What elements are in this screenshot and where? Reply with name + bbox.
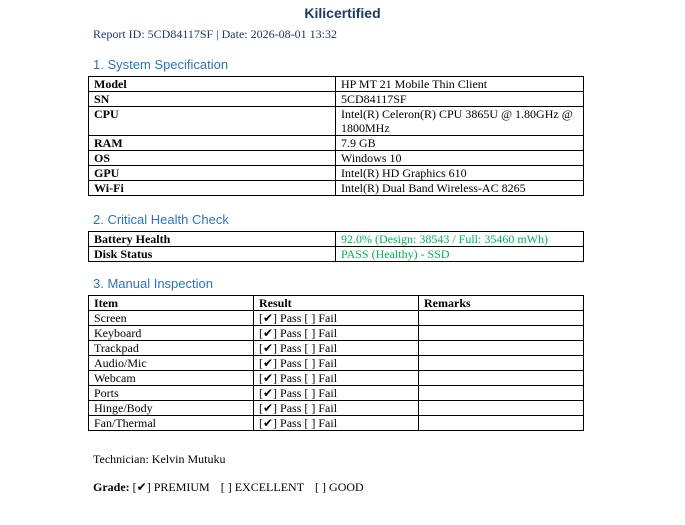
fail-checkbox[interactable]: [ ] Fail (304, 341, 338, 355)
inspection-item: Trackpad (89, 341, 254, 356)
inspection-row (89, 401, 584, 416)
fail-checkbox[interactable]: [ ] Fail (304, 356, 338, 370)
inspection-remarks[interactable] (419, 356, 584, 371)
inspection-result (254, 311, 419, 326)
inspection-item: Webcam (89, 371, 254, 386)
grade-label: Grade: (93, 480, 130, 494)
spec-row (89, 181, 584, 196)
system-spec-table (88, 76, 584, 196)
pass-checkbox[interactable]: [✔] Pass (259, 341, 302, 355)
fail-checkbox[interactable]: [ ] Fail (304, 326, 338, 340)
inspection-row (89, 371, 584, 386)
inspection-item: Fan/Thermal (89, 416, 254, 431)
inspection-row (89, 326, 584, 341)
inspection-result (254, 401, 419, 416)
report-title: Kilicertified (304, 5, 381, 21)
inspection-result (254, 356, 419, 371)
health-value: 92.0% (Design: 38543 / Full: 35460 mWh) (336, 232, 584, 247)
spec-label: OS (89, 151, 336, 166)
header-item: Item (89, 296, 254, 311)
fail-checkbox[interactable]: [ ] Fail (304, 416, 338, 430)
pass-checkbox[interactable]: [✔] Pass (259, 386, 302, 400)
spec-label: CPU (89, 107, 336, 136)
spec-value: Intel(R) Celeron(R) CPU 3865U @ 1.80GHz @ 1800MHz (336, 107, 584, 136)
inspection-result (254, 326, 419, 341)
health-label: Battery Health (89, 232, 336, 247)
spec-value: Intel(R) Dual Band Wireless-AC 8265 (336, 181, 584, 196)
pass-checkbox[interactable]: [✔] Pass (259, 416, 302, 430)
spec-value: 5CD84117SF (336, 92, 584, 107)
inspection-item: Ports (89, 386, 254, 401)
inspection-item: Hinge/Body (89, 401, 254, 416)
grade-premium[interactable]: [✔] PREMIUM (132, 480, 210, 494)
inspection-row (89, 341, 584, 356)
inspection-remarks[interactable] (419, 416, 584, 431)
inspection-result (254, 386, 419, 401)
inspection-row (89, 416, 584, 431)
inspection-remarks[interactable] (419, 386, 584, 401)
inspection-remarks[interactable] (419, 326, 584, 341)
health-row (89, 232, 584, 247)
inspection-row (89, 356, 584, 371)
fail-checkbox[interactable]: [ ] Fail (304, 371, 338, 385)
fail-checkbox[interactable]: [ ] Fail (304, 311, 338, 325)
spec-label: Model (89, 77, 336, 92)
fail-checkbox[interactable]: [ ] Fail (304, 401, 338, 415)
grade-line (93, 480, 364, 495)
pass-checkbox[interactable]: [✔] Pass (259, 356, 302, 370)
spec-row (89, 151, 584, 166)
spec-row (89, 77, 584, 92)
spec-label: Wi-Fi (89, 181, 336, 196)
pass-checkbox[interactable]: [✔] Pass (259, 371, 302, 385)
inspection-item: Keyboard (89, 326, 254, 341)
inspection-result (254, 341, 419, 356)
inspection-row (89, 311, 584, 326)
spec-label: GPU (89, 166, 336, 181)
section-manual-inspection: 3. Manual Inspection (93, 276, 213, 291)
spec-value: Intel(R) HD Graphics 610 (336, 166, 584, 181)
manual-inspection-table (88, 295, 584, 431)
header-result: Result (254, 296, 419, 311)
spec-value: 7.9 GB (336, 136, 584, 151)
inspection-result (254, 371, 419, 386)
health-label: Disk Status (89, 247, 336, 262)
spec-value: HP MT 21 Mobile Thin Client (336, 77, 584, 92)
spec-label: RAM (89, 136, 336, 151)
health-check-table (88, 231, 584, 262)
pass-checkbox[interactable]: [✔] Pass (259, 311, 302, 325)
inspection-item: Audio/Mic (89, 356, 254, 371)
inspection-result (254, 416, 419, 431)
spec-value: Windows 10 (336, 151, 584, 166)
fail-checkbox[interactable]: [ ] Fail (304, 386, 338, 400)
inspection-row (89, 386, 584, 401)
spec-row (89, 136, 584, 151)
pass-checkbox[interactable]: [✔] Pass (259, 326, 302, 340)
health-value: PASS (Healthy) - SSD (336, 247, 584, 262)
inspection-item: Screen (89, 311, 254, 326)
grade-excellent[interactable]: [ ] EXCELLENT (220, 480, 305, 494)
pass-checkbox[interactable]: [✔] Pass (259, 401, 302, 415)
health-row (89, 247, 584, 262)
inspection-remarks[interactable] (419, 341, 584, 356)
inspection-remarks[interactable] (419, 311, 584, 326)
spec-row (89, 166, 584, 181)
grade-good[interactable]: [ ] GOOD (315, 480, 364, 494)
inspection-remarks[interactable] (419, 371, 584, 386)
inspection-remarks[interactable] (419, 401, 584, 416)
manual-header-row (89, 296, 584, 311)
spec-label: SN (89, 92, 336, 107)
technician-name: Technician: Kelvin Mutuku (93, 452, 226, 466)
section-system-spec: 1. System Specification (93, 57, 229, 72)
report-id-date: Report ID: 5CD84117SF | Date: 2026-08-01 13:32 (93, 27, 337, 41)
spec-row (89, 92, 584, 107)
header-remarks: Remarks (419, 296, 584, 311)
spec-row (89, 107, 584, 136)
section-health-check: 2. Critical Health Check (93, 212, 229, 227)
